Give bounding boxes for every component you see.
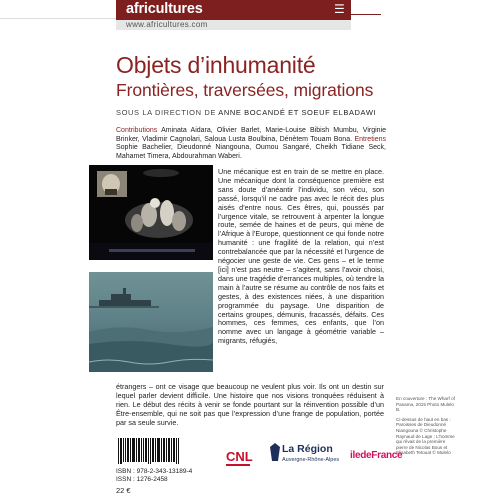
editors-names: ANNE BOCANDÉ ET SOEUF ELBADAWI bbox=[218, 108, 377, 117]
cover-credit: En couverture : The Wharf of Panama, 2015 Photo Mulelo B. bbox=[396, 396, 455, 413]
photo-credits bbox=[396, 396, 458, 460]
theatre-photo bbox=[89, 165, 213, 260]
isbn-number: ISBN : 978-2-343-13189-4 bbox=[116, 468, 193, 475]
body-text-full: étrangers – ont ce visage que beaucoup ne veulent plus voir. Ils ont un destin sur lequel parler devient difficile. Une histoire que nos visions tronquées réduisent à rien. Le début des récits à venir se fonde pourtant sur la réinvention possible d’un Être-ensemble, qui ne soit pas que l’expression d’une frange de population, portée par sa seule survie. bbox=[116, 382, 384, 427]
interviews-names: Sophie Bachelier, Dieudonné Niangouna, Oumou Sangaré, Cheikh Tidiane Seck, Mahamet Timera, Abdourahman Waberi. bbox=[116, 144, 386, 160]
editors-label: SOUS LA DIRECTION DE bbox=[116, 108, 216, 117]
website-url: www.africultures.com bbox=[126, 20, 208, 29]
isbn-block bbox=[116, 468, 192, 484]
contributions-label: Contributions bbox=[116, 127, 158, 134]
region-subname: Auvergne-Rhône-Alpes bbox=[282, 457, 340, 463]
url-bar bbox=[116, 20, 351, 30]
issn-number: ISSN : 1276-2458 bbox=[116, 476, 168, 483]
editors-line bbox=[116, 108, 376, 117]
masthead-rule bbox=[351, 14, 381, 15]
interviews-label: Entretiens bbox=[354, 135, 386, 143]
top-rule bbox=[0, 18, 116, 19]
masthead bbox=[116, 0, 351, 20]
contributors-block bbox=[116, 127, 386, 161]
comb-icon: ☰ bbox=[334, 2, 345, 16]
region-logo bbox=[268, 441, 344, 467]
body-text-column: Une mécanique est en train de se mettre en place. Une mécanique dont la conséquence première est sans doute d’anéantir l’individu, son vécu, son passé, lorsqu’il ne cadre pas avec le récit des plus aisés d’entre nous. Ces êtres, qui, poussés par l’urgence vitale, se retrouvent à arpenter la longue route, semée de haines et de peurs, qui mène de l’Afrique à l’Europe, questionnent ce qui fonde notre humanité : une fragilité de la relation, qui n’est contrebalancée que par la nécessité et l’urgence de négocier une geste de vie. Ces gens – et le terme [ici] n’est pas neutre – s’agitent, sans l’avoir choisi, dans une tragédie d’errances multiples, où tendre la main à l’autre se résume au contrôle de nos faits et gestes, à des existences niées, à une disparition programmée du paysage. Une disparition de certains groupes, démunis, fracassés, défaits. Ces hommes, ces femmes, ces enfants, que l’on nomme avec un langage à géométrie variable – migrants, réfugiés, bbox=[218, 167, 384, 346]
africultures-logo: africultures bbox=[126, 1, 203, 17]
cnl-logo-text: CNL bbox=[226, 449, 253, 464]
book-subtitle: Frontières, traversées, migrations bbox=[116, 80, 374, 100]
cnl-logo bbox=[224, 444, 254, 470]
iledefrance-logo: iledeFrance bbox=[350, 450, 403, 461]
contributions-names: Aminata Aidara, Olivier Barlet, Marie-Louise Bibish Mumbu, Virginie Brinker, Vladimir Cagnolari, Saloua Lusta Boulbina, Dénètem Touam Bona. bbox=[116, 127, 386, 143]
seascape-photo bbox=[89, 272, 213, 372]
image-credits: Ci-dessus de haut en bas : Paroisses de Dieudonné Niangouna © Christophe Raynaud de Lage ; L’homme qui rêvait de la première pierre de Nicolas Bous et Elisabeth Tetouat © Mulelo bbox=[396, 416, 455, 456]
region-name: La Région bbox=[282, 443, 333, 455]
price: 22 € bbox=[116, 486, 131, 495]
book-title: Objets d’inhumanité bbox=[116, 52, 316, 78]
barcode bbox=[116, 438, 180, 468]
